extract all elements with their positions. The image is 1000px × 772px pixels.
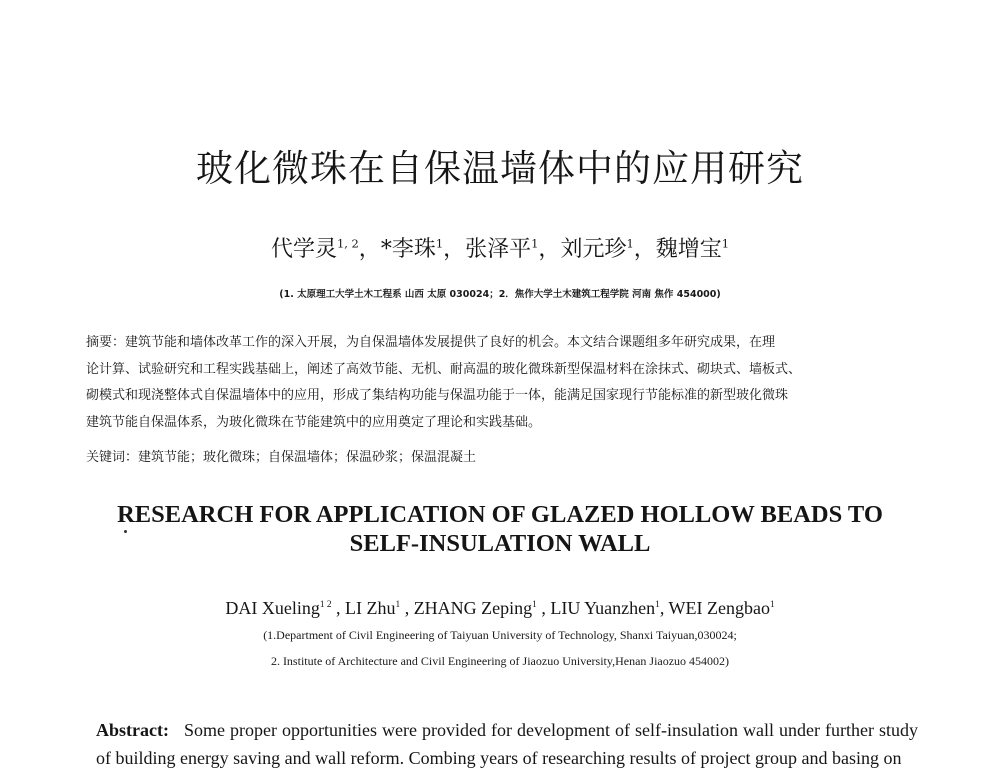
- english-author-separator: ,: [331, 598, 346, 618]
- chinese-author-affiliation-mark: 1: [531, 236, 539, 251]
- english-title-line: SELF-INSULATION WALL: [349, 530, 651, 557]
- chinese-author-affiliation-mark: 1: [435, 236, 444, 251]
- english-author-affiliation-mark: 1: [769, 600, 775, 610]
- english-title-line: RESEARCH FOR APPLICATION OF GLAZED HOLLOW BEADS TO: [117, 501, 883, 528]
- english-author-affiliation-mark: 1: [532, 600, 537, 610]
- english-author-affiliation-mark: 1: [395, 600, 401, 610]
- english-author: [225, 598, 345, 618]
- english-author: [550, 598, 668, 618]
- english-author: [345, 598, 414, 618]
- english-affiliation-line: 2. Institute of Architecture and Civil Engineering of Jiaozuo University,Henan Jiaozuo 454002): [270, 654, 730, 668]
- chinese-author: [656, 237, 729, 262]
- english-author-separator: ,: [659, 598, 669, 618]
- english-author: [669, 598, 775, 618]
- chinese-author-separator: ，: [538, 237, 561, 262]
- chinese-author-name: *李珠: [380, 237, 436, 262]
- english-author-name: DAI Xueling: [225, 598, 320, 618]
- chinese-author-separator: ，: [633, 237, 656, 262]
- chinese-abstract: [86, 330, 916, 436]
- english-author-separator: ,: [536, 598, 551, 618]
- chinese-author-name: 刘元珍: [560, 237, 627, 262]
- chinese-author: [381, 237, 465, 262]
- chinese-abstract-line: 论计算、试验研究和工程实践基础上，阐述了高效节能、无机、耐高温的玻化微珠新型保温材料在涂抹式、砌块式、墙板式、: [86, 361, 802, 377]
- chinese-abstract-line: 砌模式和现浇整体式自保温墙体中的应用，形成了集结构功能与保温功能于一体，能满足国家现行节能标准的新型玻化微珠: [86, 388, 789, 403]
- chinese-author: [560, 237, 655, 262]
- chinese-author-affiliation-mark: 1: [721, 236, 730, 251]
- chinese-keywords: 关键词：建筑节能；玻化微珠；自保温墙体；保温砂浆；保温混凝土: [86, 450, 477, 465]
- chinese-abstract-line: 建筑节能自保温体系，为玻化微珠在节能建筑中的应用奠定了理论和实践基础。: [86, 414, 542, 430]
- english-abstract: [96, 716, 918, 772]
- chinese-author-name: 张泽平: [465, 237, 532, 262]
- chinese-author-name: 魏增宝: [655, 237, 722, 262]
- chinese-affiliation: (1. 太原理工大学土木工程系 山西 太原 030024；2．焦作大学土木建筑工程学院 河南 焦作 454000): [279, 289, 721, 300]
- chinese-author-separator: ，: [358, 237, 381, 262]
- english-author-affiliation-mark: 1 2: [319, 600, 332, 610]
- chinese-author-affiliation-mark: 1: [626, 236, 634, 251]
- chinese-abstract-line: 摘要：建筑节能和墙体改革工作的深入开展，为自保温墙体发展提供了良好的机会。本文结合课题组多年研究成果，在理: [86, 335, 776, 350]
- chinese-author: [465, 237, 560, 262]
- english-author-name: LI Zhu: [345, 598, 396, 618]
- english-author-name: ZHANG Zeping: [413, 598, 533, 618]
- chinese-author: [271, 237, 381, 262]
- chinese-author-affiliation-mark: 1, 2: [336, 236, 359, 251]
- chinese-author-name: 代学灵: [270, 237, 337, 262]
- english-affiliation-line: (1.Department of Civil Engineering of Taiyuan University of Technology, Shanxi Taiyuan,030024;: [263, 628, 737, 642]
- english-title: [0, 500, 1000, 558]
- english-author-name: WEI Zengbao: [668, 598, 770, 618]
- chinese-author-separator: ，: [443, 237, 466, 262]
- chinese-title: 玻化微珠在自保温墙体中的应用研究: [196, 147, 804, 190]
- english-abstract-label: Abstract:: [96, 720, 169, 740]
- english-author-affiliation-mark: 1: [655, 600, 660, 610]
- english-author-list: [0, 598, 1000, 619]
- chinese-author-list: [0, 232, 1000, 263]
- english-author: [414, 598, 551, 618]
- english-author-name: LIU Yuanzhen: [550, 598, 656, 618]
- english-abstract-text: Some proper opportunities were provided for development of self-insulation wall under further study of building energy saving and wall reform. Combing years of researching results of project group and basing on: [96, 720, 918, 768]
- english-author-separator: ,: [400, 598, 414, 618]
